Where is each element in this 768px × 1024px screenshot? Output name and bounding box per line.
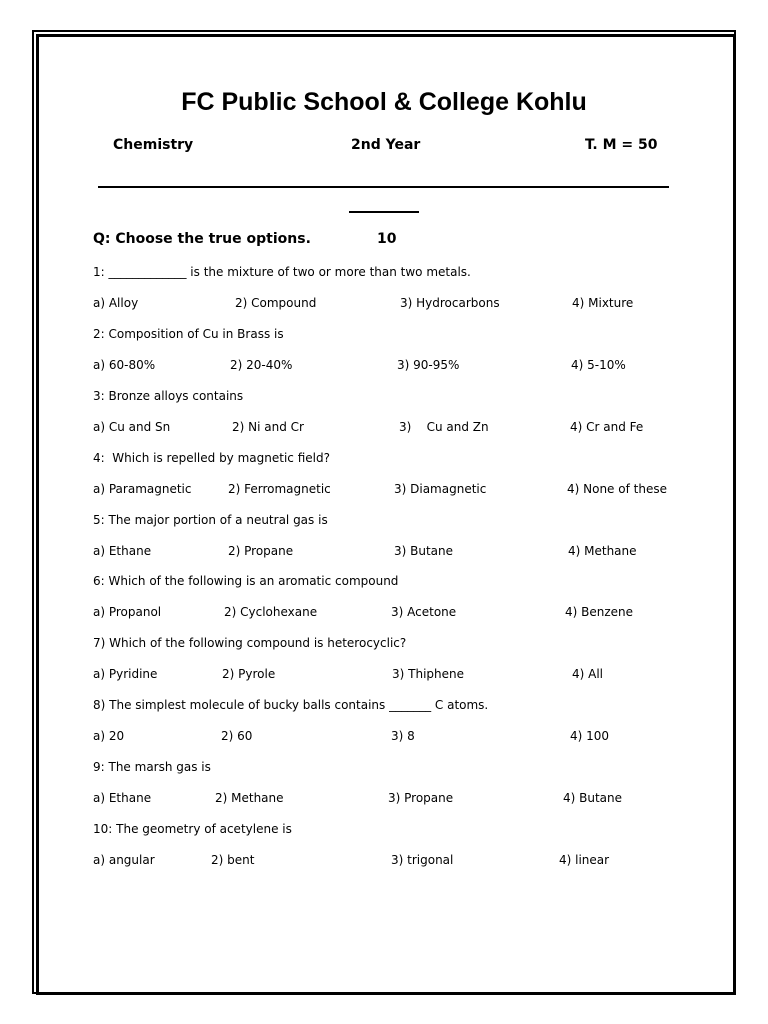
- total-marks-label: T. M = 50: [585, 137, 658, 153]
- question-text: 2: Composition of Cu in Brass is: [93, 327, 284, 341]
- answer-option: a) Pyridine: [93, 667, 158, 681]
- header-divider-short: [349, 211, 419, 213]
- answer-option: 2) Ni and Cr: [232, 420, 304, 434]
- answer-option: a) angular: [93, 853, 155, 867]
- answer-option: 4) Methane: [568, 544, 637, 558]
- answer-option: 2) 60: [221, 729, 253, 743]
- answer-option: 4) linear: [559, 853, 610, 867]
- answer-option: 3) Propane: [388, 791, 454, 805]
- answer-option: 4) Benzene: [565, 605, 634, 619]
- question-text: 1: _____________ is the mixture of two or more than two metals.: [93, 265, 471, 279]
- answer-option: 2) Cyclohexane: [224, 605, 318, 619]
- answer-option: 2) Propane: [228, 544, 294, 558]
- section-marks: 10: [377, 231, 397, 247]
- answer-option: 4) 100: [570, 729, 610, 743]
- answer-option: 3) 90-95%: [397, 358, 460, 372]
- question-text: 3: Bronze alloys contains: [93, 389, 244, 403]
- answer-option: 4) Butane: [563, 791, 623, 805]
- answer-option: 3) Cu and Zn: [399, 420, 489, 434]
- school-title: FC Public School & College Kohlu: [181, 88, 587, 116]
- answer-option: a) Paramagnetic: [93, 482, 192, 496]
- answer-option: 3) trigonal: [391, 853, 454, 867]
- answer-option: 4) Mixture: [572, 296, 634, 310]
- answer-option: a) 20: [93, 729, 125, 743]
- answer-option: 3) 8: [391, 729, 415, 743]
- answer-option: 3) Hydrocarbons: [400, 296, 500, 310]
- answer-option: 4) None of these: [567, 482, 667, 496]
- question-text: 8) The simplest molecule of bucky balls contains _______ C atoms.: [93, 698, 489, 712]
- answer-option: 2) Pyrole: [222, 667, 276, 681]
- answer-option: a) Propanol: [93, 605, 162, 619]
- answer-option: a) Alloy: [93, 296, 139, 310]
- answer-option: 2) Compound: [235, 296, 317, 310]
- answer-option: a) 60-80%: [93, 358, 156, 372]
- answer-option: 4) All: [572, 667, 604, 681]
- answer-option: 2) Ferromagnetic: [228, 482, 331, 496]
- year-label: 2nd Year: [351, 137, 421, 153]
- answer-option: 3) Thiphene: [392, 667, 464, 681]
- answer-option: 2) 20-40%: [230, 358, 293, 372]
- answer-option: 3) Acetone: [391, 605, 457, 619]
- answer-option: 3) Diamagnetic: [394, 482, 487, 496]
- answer-option: 2) bent: [211, 853, 255, 867]
- header-divider: [98, 186, 669, 188]
- question-text: 10: The geometry of acetylene is: [93, 822, 292, 836]
- question-text: 5: The major portion of a neutral gas is: [93, 513, 328, 527]
- answer-option: a) Ethane: [93, 544, 152, 558]
- answer-option: a) Ethane: [93, 791, 152, 805]
- question-text: 9: The marsh gas is: [93, 760, 211, 774]
- answer-option: 3) Butane: [394, 544, 454, 558]
- question-text: 6: Which of the following is an aromatic compound: [93, 574, 399, 588]
- section-heading: Q: Choose the true options.: [93, 231, 311, 247]
- subject-label: Chemistry: [113, 137, 194, 153]
- question-text: 7) Which of the following compound is heterocyclic?: [93, 636, 407, 650]
- question-text: 4: Which is repelled by magnetic field?: [93, 451, 330, 465]
- answer-option: 4) 5-10%: [571, 358, 626, 372]
- answer-option: 4) Cr and Fe: [570, 420, 644, 434]
- answer-option: 2) Methane: [215, 791, 284, 805]
- answer-option: a) Cu and Sn: [93, 420, 171, 434]
